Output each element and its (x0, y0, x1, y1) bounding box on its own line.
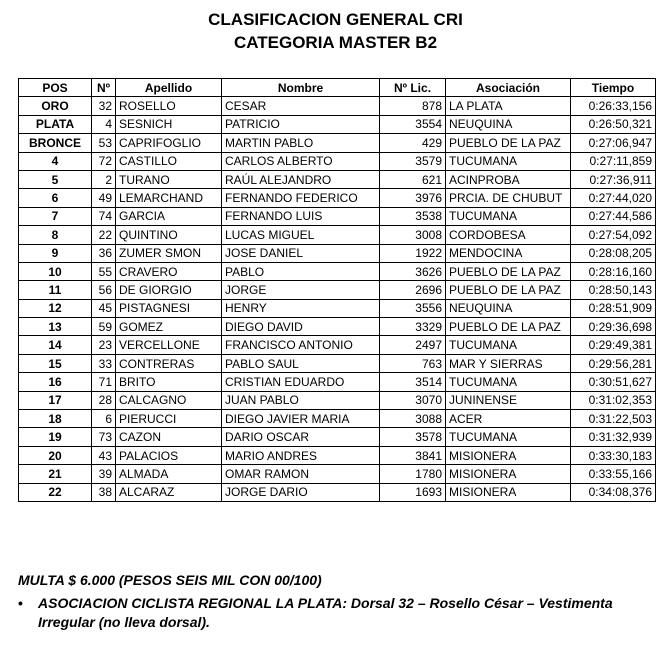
cell-lic: 3578 (380, 428, 446, 446)
cell-apellido: ALCARAZ (116, 483, 222, 501)
cell-pos: 12 (19, 299, 92, 317)
cell-tiempo: 0:29:49,381 (571, 336, 656, 354)
cell-asociacion: MISIONERA (446, 446, 571, 464)
table-row (19, 410, 656, 428)
cell-num: 36 (92, 244, 116, 262)
cell-pos: 22 (19, 483, 92, 501)
cell-nombre: DIEGO DAVID (222, 318, 380, 336)
cell-lic: 2497 (380, 336, 446, 354)
cell-num: 4 (92, 115, 116, 133)
cell-nombre: CESAR (222, 97, 380, 115)
cell-apellido: CALCAGNO (116, 391, 222, 409)
cell-nombre: PABLO (222, 262, 380, 280)
table-row (19, 207, 656, 225)
cell-apellido: ALMADA (116, 465, 222, 483)
cell-tiempo: 0:27:54,092 (571, 226, 656, 244)
cell-asociacion: TUCUMANA (446, 152, 571, 170)
table-row (19, 134, 656, 152)
cell-tiempo: 0:27:44,020 (571, 189, 656, 207)
cell-lic: 3514 (380, 373, 446, 391)
cell-pos: 8 (19, 226, 92, 244)
cell-pos: 11 (19, 281, 92, 299)
cell-asociacion: TUCUMANA (446, 336, 571, 354)
cell-nombre: FERNANDO FEDERICO (222, 189, 380, 207)
cell-num: 73 (92, 428, 116, 446)
cell-num: 32 (92, 97, 116, 115)
cell-lic: 3329 (380, 318, 446, 336)
cell-num: 43 (92, 446, 116, 464)
cell-num: 53 (92, 134, 116, 152)
cell-num: 55 (92, 262, 116, 280)
table-row (19, 115, 656, 133)
cell-num: 23 (92, 336, 116, 354)
cell-lic: 3070 (380, 391, 446, 409)
results-table (18, 78, 656, 502)
fine-notice: MULTA $ 6.000 (PESOS SEIS MIL CON 00/100) (18, 572, 322, 588)
cell-nombre: HENRY (222, 299, 380, 317)
cell-nombre: JOSE DANIEL (222, 244, 380, 262)
cell-asociacion: TUCUMANA (446, 373, 571, 391)
cell-tiempo: 0:30:51,627 (571, 373, 656, 391)
table-row (19, 226, 656, 244)
cell-nombre: DIEGO JAVIER MARIA (222, 410, 380, 428)
cell-asociacion: TUCUMANA (446, 207, 571, 225)
cell-nombre: JORGE (222, 281, 380, 299)
cell-tiempo: 0:26:33,156 (571, 97, 656, 115)
cell-nombre: OMAR RAMON (222, 465, 380, 483)
cell-lic: 621 (380, 170, 446, 188)
cell-nombre: DARIO OSCAR (222, 428, 380, 446)
cell-num: 38 (92, 483, 116, 501)
cell-num: 59 (92, 318, 116, 336)
cell-pos: 16 (19, 373, 92, 391)
cell-tiempo: 0:28:50,143 (571, 281, 656, 299)
cell-tiempo: 0:29:56,281 (571, 354, 656, 372)
cell-num: 74 (92, 207, 116, 225)
cell-lic: 1693 (380, 483, 446, 501)
table-row (19, 483, 656, 501)
cell-lic: 3008 (380, 226, 446, 244)
cell-apellido: BRITO (116, 373, 222, 391)
cell-nombre: PATRICIO (222, 115, 380, 133)
cell-tiempo: 0:26:50,321 (571, 115, 656, 133)
cell-asociacion: PRCIA. DE CHUBUT (446, 189, 571, 207)
col-header-lic: Nº Lic. (380, 79, 446, 97)
table-row (19, 354, 656, 372)
cell-pos: 17 (19, 391, 92, 409)
cell-lic: 429 (380, 134, 446, 152)
cell-lic: 3538 (380, 207, 446, 225)
cell-asociacion: PUEBLO DE LA PAZ (446, 318, 571, 336)
cell-num: 49 (92, 189, 116, 207)
cell-nombre: FRANCISCO ANTONIO (222, 336, 380, 354)
table-row (19, 97, 656, 115)
cell-lic: 3579 (380, 152, 446, 170)
cell-lic: 3556 (380, 299, 446, 317)
cell-tiempo: 0:27:44,586 (571, 207, 656, 225)
cell-nombre: CRISTIAN EDUARDO (222, 373, 380, 391)
col-header-pos: POS (19, 79, 92, 97)
cell-num: 2 (92, 170, 116, 188)
col-header-asociacion: Asociación (446, 79, 571, 97)
table-row (19, 189, 656, 207)
page-subtitle: CATEGORIA MASTER B2 (233, 33, 438, 52)
cell-num: 56 (92, 281, 116, 299)
cell-apellido: CAPRIFOGLIO (116, 134, 222, 152)
cell-tiempo: 0:29:36,698 (571, 318, 656, 336)
cell-nombre: LUCAS MIGUEL (222, 226, 380, 244)
cell-asociacion: MISIONERA (446, 465, 571, 483)
page-title: CLASIFICACION GENERAL CRI (208, 10, 463, 29)
cell-pos: 9 (19, 244, 92, 262)
cell-pos: ORO (19, 97, 92, 115)
cell-apellido: VERCELLONE (116, 336, 222, 354)
cell-asociacion: ACINPROBA (446, 170, 571, 188)
cell-lic: 763 (380, 354, 446, 372)
cell-apellido: LEMARCHAND (116, 189, 222, 207)
cell-asociacion: CORDOBESA (446, 226, 571, 244)
table-row (19, 170, 656, 188)
cell-apellido: CASTILLO (116, 152, 222, 170)
cell-apellido: TURANO (116, 170, 222, 188)
col-header-apellido: Apellido (116, 79, 222, 97)
cell-asociacion: ACER (446, 410, 571, 428)
cell-apellido: GARCIA (116, 207, 222, 225)
cell-lic: 3976 (380, 189, 446, 207)
cell-tiempo: 0:33:30,183 (571, 446, 656, 464)
cell-num: 22 (92, 226, 116, 244)
cell-lic: 2696 (380, 281, 446, 299)
cell-lic: 3626 (380, 262, 446, 280)
cell-apellido: PALACIOS (116, 446, 222, 464)
cell-num: 71 (92, 373, 116, 391)
cell-asociacion: MAR Y SIERRAS (446, 354, 571, 372)
cell-num: 33 (92, 354, 116, 372)
cell-pos: PLATA (19, 115, 92, 133)
cell-pos: 5 (19, 170, 92, 188)
table-row (19, 465, 656, 483)
cell-pos: 7 (19, 207, 92, 225)
cell-asociacion: PUEBLO DE LA PAZ (446, 262, 571, 280)
cell-nombre: MARIO ANDRES (222, 446, 380, 464)
cell-nombre: MARTIN PABLO (222, 134, 380, 152)
cell-pos: BRONCE (19, 134, 92, 152)
cell-pos: 13 (19, 318, 92, 336)
col-header-nombre: Nombre (222, 79, 380, 97)
cell-nombre: PABLO SAUL (222, 354, 380, 372)
cell-pos: 20 (19, 446, 92, 464)
table-row (19, 262, 656, 280)
cell-nombre: JUAN PABLO (222, 391, 380, 409)
cell-asociacion: TUCUMANA (446, 428, 571, 446)
table-row (19, 428, 656, 446)
cell-pos: 21 (19, 465, 92, 483)
cell-tiempo: 0:28:16,160 (571, 262, 656, 280)
bullet-dot: • (18, 595, 23, 611)
cell-tiempo: 0:27:36,911 (571, 170, 656, 188)
cell-apellido: CAZON (116, 428, 222, 446)
cell-apellido: SESNICH (116, 115, 222, 133)
cell-num: 72 (92, 152, 116, 170)
cell-lic: 3841 (380, 446, 446, 464)
cell-pos: 18 (19, 410, 92, 428)
cell-pos: 6 (19, 189, 92, 207)
cell-pos: 10 (19, 262, 92, 280)
col-header-num: Nº (92, 79, 116, 97)
cell-asociacion: MISIONERA (446, 483, 571, 501)
cell-lic: 3554 (380, 115, 446, 133)
cell-num: 6 (92, 410, 116, 428)
cell-apellido: ZUMER SMON (116, 244, 222, 262)
table-header-row (19, 79, 656, 97)
cell-asociacion: JUNINENSE (446, 391, 571, 409)
cell-asociacion: MENDOCINA (446, 244, 571, 262)
table-row (19, 336, 656, 354)
sanction-bullet (18, 594, 638, 632)
cell-apellido: PISTAGNESI (116, 299, 222, 317)
cell-apellido: CONTRERAS (116, 354, 222, 372)
cell-tiempo: 0:27:11,859 (571, 152, 656, 170)
table-row (19, 152, 656, 170)
table-row (19, 446, 656, 464)
table-row (19, 299, 656, 317)
table-row (19, 244, 656, 262)
cell-tiempo: 0:28:08,205 (571, 244, 656, 262)
cell-apellido: DE GIORGIO (116, 281, 222, 299)
table-body (19, 97, 656, 502)
cell-tiempo: 0:31:32,939 (571, 428, 656, 446)
cell-lic: 1780 (380, 465, 446, 483)
col-header-tiempo: Tiempo (571, 79, 656, 97)
table-row (19, 373, 656, 391)
cell-num: 39 (92, 465, 116, 483)
cell-pos: 4 (19, 152, 92, 170)
cell-apellido: PIERUCCI (116, 410, 222, 428)
cell-asociacion: PUEBLO DE LA PAZ (446, 134, 571, 152)
cell-tiempo: 0:27:06,947 (571, 134, 656, 152)
cell-asociacion: LA PLATA (446, 97, 571, 115)
cell-apellido: GOMEZ (116, 318, 222, 336)
cell-nombre: FERNANDO LUIS (222, 207, 380, 225)
table-row (19, 391, 656, 409)
cell-pos: 14 (19, 336, 92, 354)
cell-tiempo: 0:28:51,909 (571, 299, 656, 317)
cell-num: 45 (92, 299, 116, 317)
cell-pos: 15 (19, 354, 92, 372)
cell-lic: 1922 (380, 244, 446, 262)
cell-asociacion: NEUQUINA (446, 115, 571, 133)
cell-num: 28 (92, 391, 116, 409)
sanction-text: ASOCIACION CICLISTA REGIONAL LA PLATA: Dorsal 32 – Rosello César – Vestimenta Irregular (no lleva dorsal). (38, 595, 613, 630)
cell-tiempo: 0:33:55,166 (571, 465, 656, 483)
cell-asociacion: NEUQUINA (446, 299, 571, 317)
cell-nombre: JORGE DARIO (222, 483, 380, 501)
cell-apellido: CRAVERO (116, 262, 222, 280)
cell-pos: 19 (19, 428, 92, 446)
cell-apellido: QUINTINO (116, 226, 222, 244)
table-row (19, 281, 656, 299)
cell-lic: 878 (380, 97, 446, 115)
cell-tiempo: 0:31:02,353 (571, 391, 656, 409)
cell-apellido: ROSELLO (116, 97, 222, 115)
cell-lic: 3088 (380, 410, 446, 428)
cell-nombre: CARLOS ALBERTO (222, 152, 380, 170)
cell-tiempo: 0:31:22,503 (571, 410, 656, 428)
table-row (19, 318, 656, 336)
cell-nombre: RAÚL ALEJANDRO (222, 170, 380, 188)
cell-tiempo: 0:34:08,376 (571, 483, 656, 501)
cell-asociacion: PUEBLO DE LA PAZ (446, 281, 571, 299)
